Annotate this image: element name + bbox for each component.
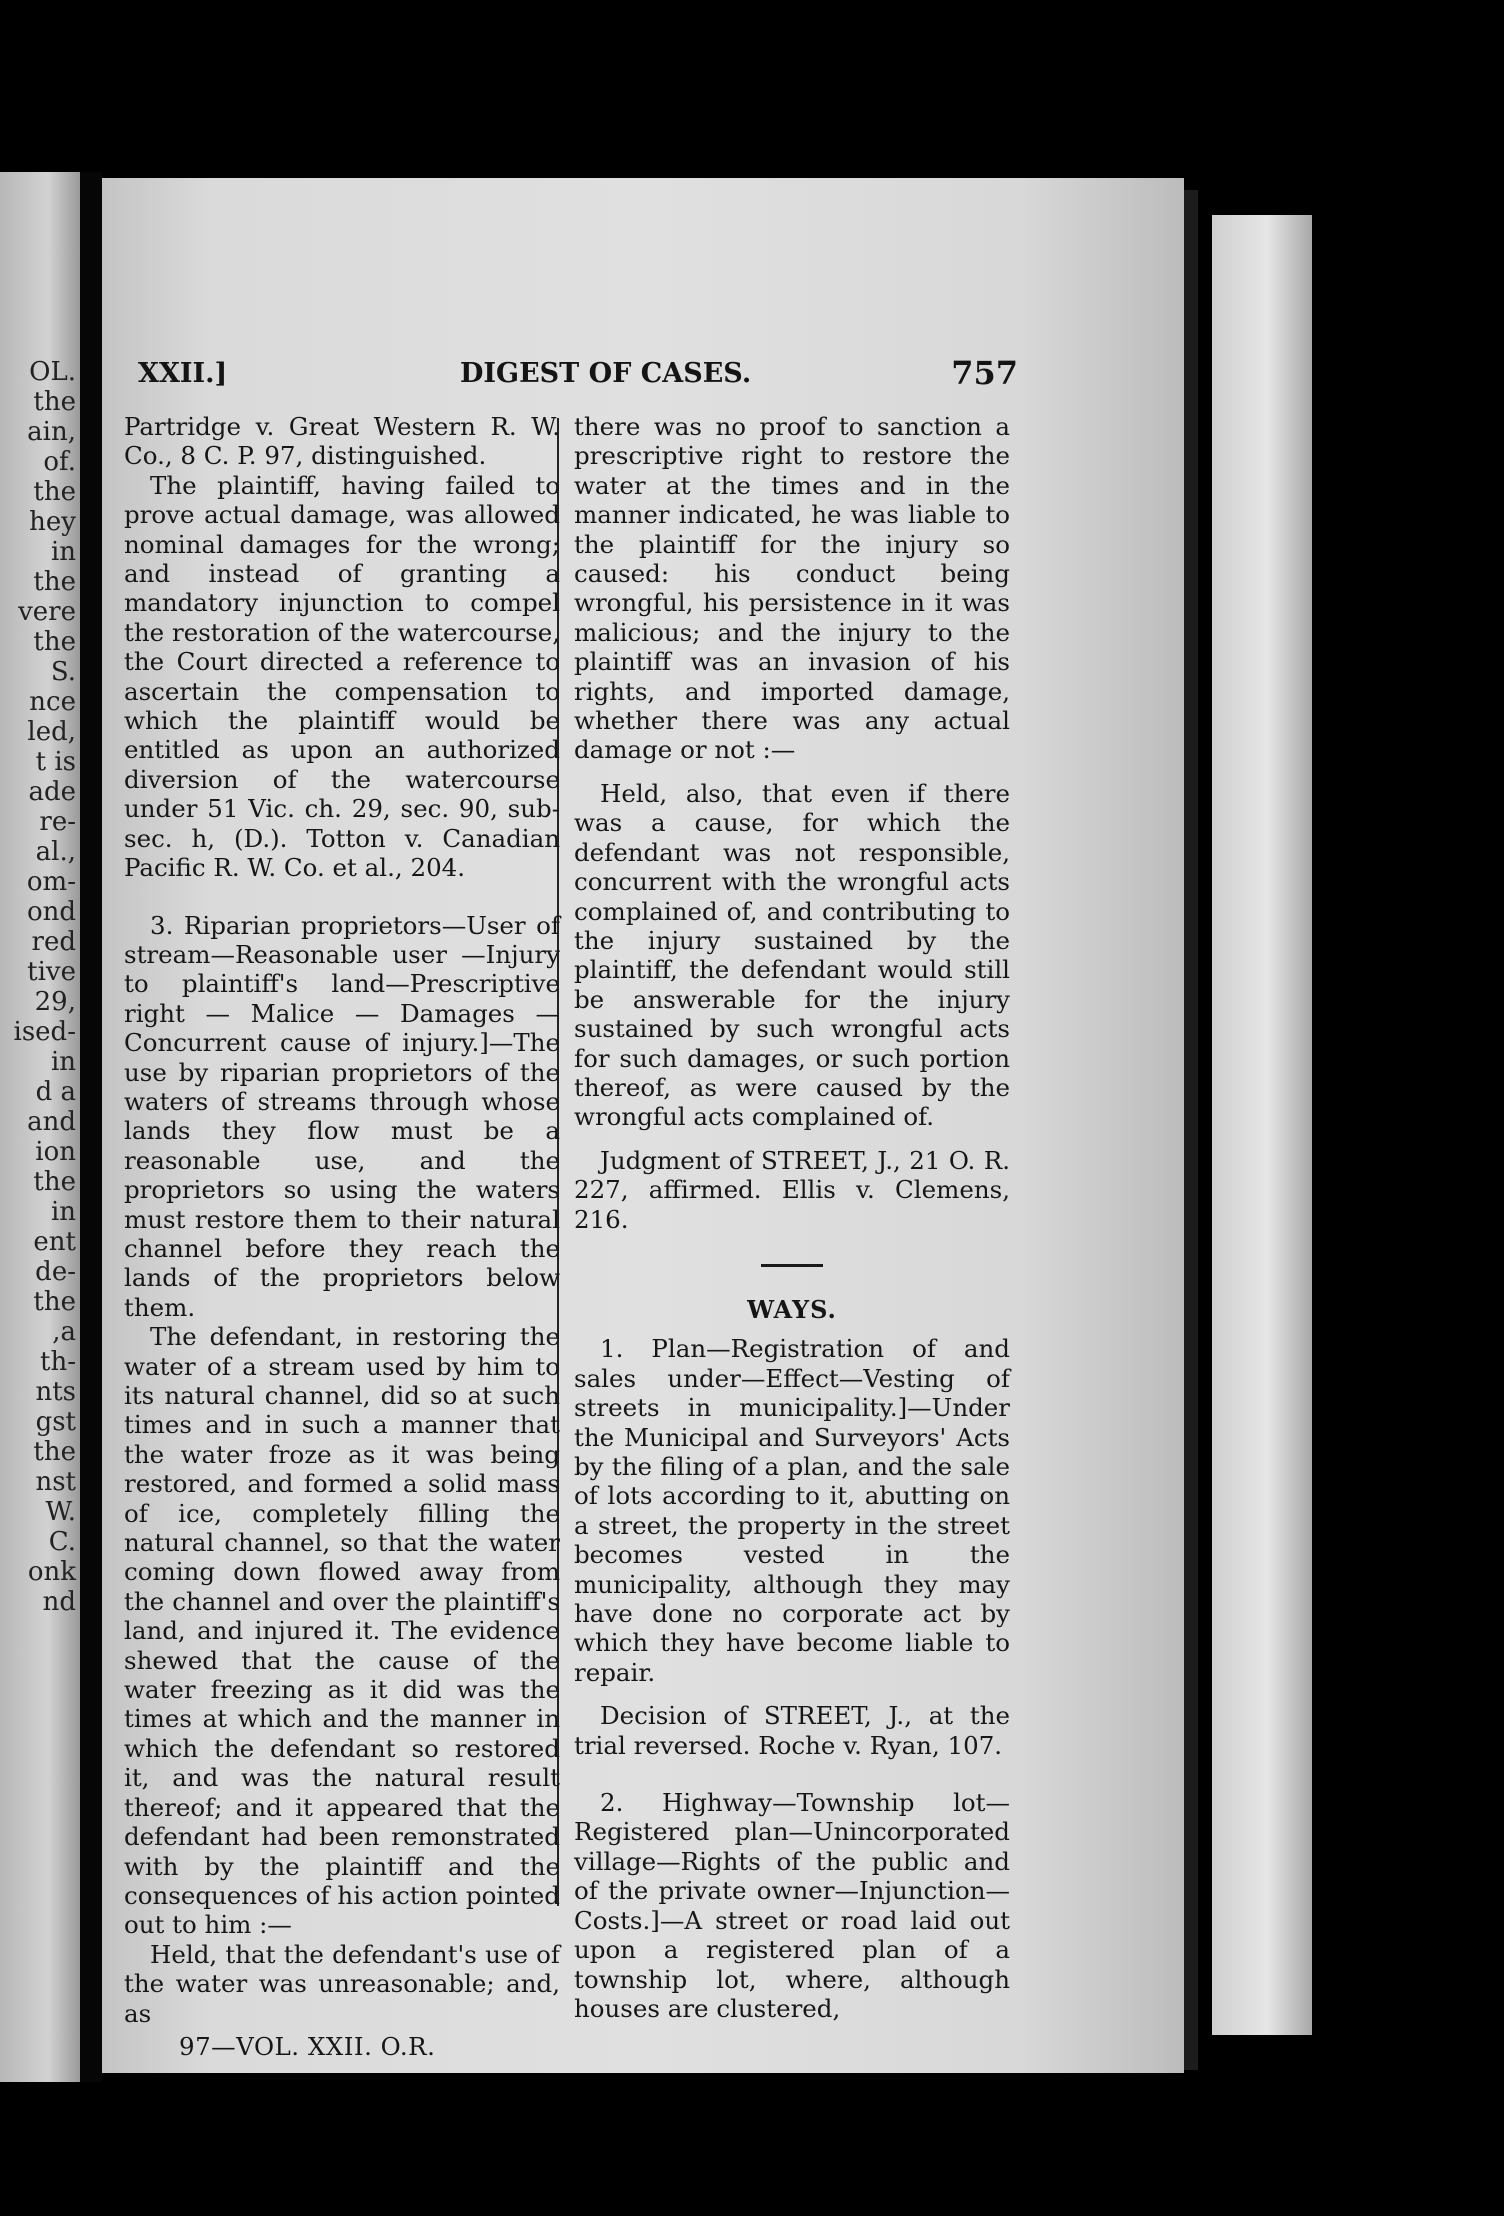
left-page-fragment: nd: [42, 1587, 76, 1617]
paragraph-defendant-facts: The defendant, in restoring the water of a stream used by him to its natural channel, did so at such times and in such a manner that the water froze as it was being restored, and formed a solid mass of ice, completely filling the natural channel, so that the water coming down flowed away from the channel and over the plaintiff's land, and injured it. The evidence shewed that the cause of the water freezing as it did was the times at which and the manner in which the defendant so restored it, and was the natural result thereof; and it appeared that the defendant had been remonstrated with by the plaintiff and the consequences of his action pointed out to him :—: [124, 1322, 560, 1940]
left-page-fragment: and: [27, 1107, 76, 1137]
left-page-fragment: ised-: [13, 1017, 76, 1047]
book-spine: [80, 172, 102, 2082]
left-page-fragment: hey: [29, 507, 76, 537]
paragraph-continued: there was no proof to sanction a prescriptive right to restore the water at the times and in the manner indicated, he was liable to the plaintiff for the injury so caused: his conduct being wrongful, his persistence in it was malicious; and the injury to the plaintiff was an invasion of his rights, and imported damage, whether there was any actual damage or not :—: [574, 412, 1010, 765]
left-page-fragment: W.: [45, 1497, 76, 1527]
left-page-fragment: the: [33, 387, 76, 417]
page-number: 757: [951, 354, 1018, 392]
paragraph-held-also: Held, also, that even if there was a cause, for which the defendant was not responsible, concurrent with the wrongful acts complained of, and contributing to the injury sustained by the plaintiff, the defendant would still be answerable for the injury sustained by such wrongful acts for such damages, or such portion thereof, as were caused by the wrongful acts complained of.: [574, 778, 1010, 1132]
case-citation: Partridge v. Great Western R. W. Co., 8 C. P. 97, distinguished.: [124, 412, 560, 471]
entry-plan-registration: 1. Plan—Registration of and sales under—Effect—Vesting of streets in municipality.]—Under the Municipal and Surveyors' Acts by the filing of a plan, and the sale of lots according to it, abutting on a street, the property in the street becomes vested in the municipality, although they may have done no corporate act by which they have become liable to repair.: [574, 1334, 1010, 1687]
left-page-fragment: the: [33, 627, 76, 657]
left-page-fragment: ain,: [27, 417, 76, 447]
left-page-fragment: vere: [18, 597, 76, 627]
left-page-fragment: OL.: [29, 357, 76, 387]
left-page-fragment: the: [33, 1167, 76, 1197]
decision-reversed: Decision of STREET, J., at the trial reversed. Roche v. Ryan, 107.: [574, 1701, 1010, 1760]
left-page-fragment: de-: [35, 1257, 76, 1287]
adjacent-right-page: [1212, 215, 1312, 2035]
paragraph-damages: The plaintiff, having failed to prove actual damage, was allowed nominal damages for the wrong; and instead of granting a mandatory injunction to compel the restoration of the watercourse, the Court directed a reference to ascertain the compensation to which the plaintiff would be entitled as upon an authorized diversion of the watercourse under 51 Vic. ch. 29, sec. 90, sub-sec. h, (D.). Totton v. Canadian Pacific R. W. Co. et al., 204.: [124, 470, 560, 883]
left-page-fragment: red: [31, 927, 76, 957]
page-title: DIGEST OF CASES.: [460, 358, 752, 389]
left-page-fragment: t is: [35, 747, 76, 777]
left-page-fragment: nts: [35, 1377, 76, 1407]
entry-riparian-proprietors: 3. Riparian proprietors—User of stream—Reasonable user —Injury to plaintiff's land—Prescriptive right — Malice — Damages — Concurrent cause of injury.]—The use by riparian proprietors of the waters of streams through whose lands they flow must be a reasonable use, and the proprietors so using the waters must restore them to their natural channel before they reach the lands of the proprietors below them.: [124, 910, 560, 1322]
left-page-fragment: the: [33, 477, 76, 507]
left-page-fragment: gst: [35, 1407, 76, 1437]
left-page-fragment: the: [33, 567, 76, 597]
left-page-fragment: nst: [35, 1467, 76, 1497]
left-page-fragment: in: [50, 537, 76, 567]
paragraph-held: Held, that the defendant's use of the water was unreasonable; and, as: [124, 1939, 560, 2028]
left-page-fragment: om-: [26, 867, 76, 897]
judgment-affirmed: Judgment of STREET, J., 21 O. R. 227, affirmed. Ellis v. Clemens, 216.: [574, 1145, 1010, 1234]
page-edge-shadow: [1184, 190, 1198, 2070]
left-page-fragment: re-: [39, 807, 76, 837]
left-page-fragment: in: [50, 1197, 76, 1227]
left-page-fragment: d a: [35, 1077, 76, 1107]
left-page-fragment: ent: [33, 1227, 76, 1257]
left-column: [124, 412, 560, 2061]
left-page-fragment: ade: [28, 777, 76, 807]
left-page-fragment: th-: [40, 1347, 76, 1377]
left-page-fragment: the: [33, 1287, 76, 1317]
left-page-fragment: of.: [43, 447, 76, 477]
left-page-fragment: ion: [35, 1137, 76, 1167]
section-heading-ways: WAYS.: [747, 1294, 837, 1324]
right-column: [574, 412, 1010, 2023]
left-page-fragment: in: [50, 1047, 76, 1077]
section-divider: [761, 1264, 823, 1267]
left-page-fragment: nce: [29, 687, 76, 717]
left-page-fragment: S.: [50, 657, 76, 687]
left-page-fragment: al.,: [35, 837, 76, 867]
left-page-fragment: ,a: [52, 1317, 76, 1347]
left-page-fragment: led,: [27, 717, 76, 747]
left-page-fragment: 29,: [34, 987, 76, 1017]
running-header: [138, 354, 1018, 398]
left-page-fragment: C.: [48, 1527, 76, 1557]
entry-highway: 2. Highway—Township lot—Registered plan—Unincorporated village—Rights of the public and of the private owner—Injunction—Costs.]—A street or road laid out upon a registered plan of a township lot, where, although houses are clustered,: [574, 1788, 1010, 2023]
left-page-fragment: tive: [27, 957, 76, 987]
signature-mark: 97—VOL. XXII. O.R.: [179, 2031, 436, 2061]
left-page-fragment: onk: [27, 1557, 76, 1587]
adjacent-left-page: [0, 172, 80, 2082]
left-page-fragment: the: [33, 1437, 76, 1467]
volume-marker: XXII.]: [138, 358, 228, 389]
left-page-fragment: ond: [26, 897, 76, 927]
